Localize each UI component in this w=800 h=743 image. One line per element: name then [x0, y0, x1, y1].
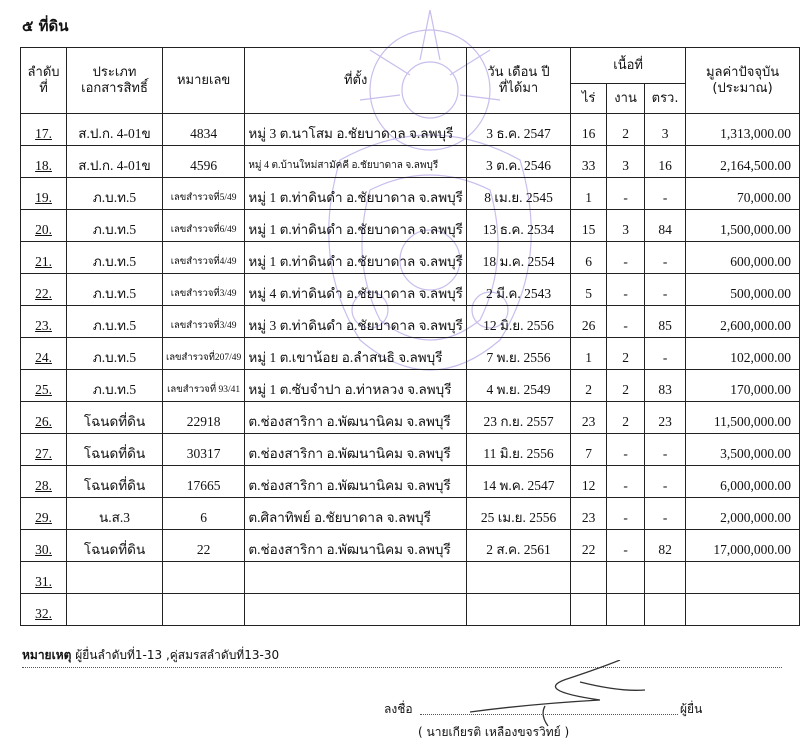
row-doc-type: โฉนดที่ดิน [67, 402, 163, 434]
header-value-line1: มูลค่าปัจจุบัน [705, 64, 780, 80]
header-number: หมายเลข [162, 48, 244, 114]
land-assets-table [20, 47, 800, 626]
row-date: 7 พ.ย. 2556 [466, 338, 570, 370]
row-date: 2 ส.ค. 2561 [466, 530, 570, 562]
row-wa: 84 [645, 210, 686, 242]
row-value: 2,164,500.00 [686, 146, 800, 178]
row-number: เลขสำรวจที่ 93/41 [162, 370, 244, 402]
row-doc-type: ภ.บ.ท.5 [67, 242, 163, 274]
row-number: 4596 [162, 146, 244, 178]
row-rai: 1 [571, 338, 607, 370]
row-location: ต.ช่องสาริกา อ.พัฒนานิคม จ.ลพบุรี [245, 466, 467, 498]
row-wa: 3 [645, 114, 686, 146]
table-row [21, 434, 800, 466]
row-wa: 82 [645, 530, 686, 562]
row-location: หมู่ 1 ต.ซับจำปา อ.ท่าหลวง จ.ลพบุรี [245, 370, 467, 402]
row-doc-type: ส.ป.ก. 4-01ข [67, 114, 163, 146]
row-seq: 28. [21, 466, 67, 498]
row-ngan: 2 [607, 402, 645, 434]
row-rai: 5 [571, 274, 607, 306]
row-doc-type [67, 562, 163, 594]
row-date: 8 เม.ย. 2545 [466, 178, 570, 210]
signature-label: ลงชื่อ [384, 702, 413, 716]
row-rai: 23 [571, 498, 607, 530]
row-ngan [607, 562, 645, 594]
header-value [686, 48, 800, 114]
row-doc-type: ภ.บ.ท.5 [67, 178, 163, 210]
row-location: หมู่ 1 ต.ท่าดินดำ อ.ชัยบาดาล จ.ลพบุรี [245, 210, 467, 242]
row-number: เลขสำรวจที่3/49 [162, 274, 244, 306]
row-value: 6,000,000.00 [686, 466, 800, 498]
header-value-line2: (ประมาณ) [712, 80, 773, 96]
row-doc-type: ภ.บ.ท.5 [67, 210, 163, 242]
signer-name: ( นายเกียรติ เหลืองขจรวิทย์ ) [418, 725, 570, 739]
row-date: 23 ก.ย. 2557 [466, 402, 570, 434]
row-wa [645, 562, 686, 594]
row-number: เลขสำรวจที่5/49 [162, 178, 244, 210]
table-row [21, 178, 800, 210]
row-rai: 7 [571, 434, 607, 466]
row-location [245, 562, 467, 594]
row-ngan: - [607, 306, 645, 338]
row-ngan: - [607, 274, 645, 306]
row-value: 600,000.00 [686, 242, 800, 274]
row-date: 3 ต.ค. 2546 [466, 146, 570, 178]
row-ngan: - [607, 466, 645, 498]
row-number: 4834 [162, 114, 244, 146]
table-row [21, 562, 800, 594]
row-date: 11 มิ.ย. 2556 [466, 434, 570, 466]
table-row [21, 594, 800, 626]
row-date: 3 ธ.ค. 2547 [466, 114, 570, 146]
row-doc-type: ภ.บ.ท.5 [67, 338, 163, 370]
header-date [466, 48, 570, 114]
row-date: 18 ม.ค. 2554 [466, 242, 570, 274]
row-doc-type: โฉนดที่ดิน [67, 530, 163, 562]
row-ngan: 2 [607, 370, 645, 402]
handwritten-signature [470, 660, 650, 730]
row-ngan: - [607, 178, 645, 210]
row-date: 13 ธ.ค. 2534 [466, 210, 570, 242]
row-seq: 17. [21, 114, 67, 146]
row-location: หมู่ 4 ต.บ้านใหม่สามัคคี อ.ชัยบาดาล จ.ลพบุรี [245, 146, 467, 178]
row-number: 6 [162, 498, 244, 530]
row-seq: 22. [21, 274, 67, 306]
row-date [466, 594, 570, 626]
row-location: ต.ช่องสาริกา อ.พัฒนานิคม จ.ลพบุรี [245, 530, 467, 562]
row-ngan: 2 [607, 338, 645, 370]
row-date: 14 พ.ค. 2547 [466, 466, 570, 498]
header-doc-type-line2: เอกสารสิทธิ์ [81, 80, 148, 96]
row-date: 4 พ.ย. 2549 [466, 370, 570, 402]
remark-label: หมายเหตุ [22, 648, 72, 662]
table-row [21, 530, 800, 562]
row-value: 2,000,000.00 [686, 498, 800, 530]
row-doc-type: ภ.บ.ท.5 [67, 306, 163, 338]
row-value: 3,500,000.00 [686, 434, 800, 466]
row-value: 70,000.00 [686, 178, 800, 210]
table-row [21, 146, 800, 178]
row-location: หมู่ 3 ต.ท่าดินดำ อ.ชัยบาดาล จ.ลพบุรี [245, 306, 467, 338]
row-ngan: - [607, 530, 645, 562]
row-doc-type: ภ.บ.ท.5 [67, 274, 163, 306]
row-date [466, 562, 570, 594]
row-location [245, 594, 467, 626]
row-rai: 23 [571, 402, 607, 434]
row-rai: 15 [571, 210, 607, 242]
row-value [686, 594, 800, 626]
row-doc-type: น.ส.3 [67, 498, 163, 530]
row-ngan: - [607, 434, 645, 466]
row-seq: 26. [21, 402, 67, 434]
row-number: 30317 [162, 434, 244, 466]
row-wa: 16 [645, 146, 686, 178]
row-seq: 31. [21, 562, 67, 594]
row-ngan: 2 [607, 114, 645, 146]
header-seq-line1: ลำดับ [27, 64, 60, 80]
signature-role: ผู้ยื่น [680, 702, 703, 716]
row-seq: 21. [21, 242, 67, 274]
row-number: เลขสำรวจที่6/49 [162, 210, 244, 242]
table-row [21, 274, 800, 306]
header-wa: ตรว. [645, 84, 686, 114]
row-wa: - [645, 498, 686, 530]
table-row [21, 466, 800, 498]
row-seq: 29. [21, 498, 67, 530]
header-seq [21, 48, 67, 114]
row-rai: 33 [571, 146, 607, 178]
row-wa: - [645, 242, 686, 274]
row-seq: 23. [21, 306, 67, 338]
row-value: 17,000,000.00 [686, 530, 800, 562]
header-ngan: งาน [607, 84, 645, 114]
row-seq: 27. [21, 434, 67, 466]
row-rai: 2 [571, 370, 607, 402]
row-rai: 16 [571, 114, 607, 146]
row-date: 25 เม.ย. 2556 [466, 498, 570, 530]
row-seq: 25. [21, 370, 67, 402]
row-number: 17665 [162, 466, 244, 498]
header-area: เนื้อที่ [571, 48, 686, 84]
row-number [162, 562, 244, 594]
table-row [21, 370, 800, 402]
signature-line [420, 714, 678, 715]
header-location: ที่ตั้ง [245, 48, 467, 114]
header-doc-type [67, 48, 163, 114]
row-rai: 1 [571, 178, 607, 210]
row-rai [571, 594, 607, 626]
row-value: 11,500,000.00 [686, 402, 800, 434]
row-ngan: - [607, 242, 645, 274]
row-number: 22 [162, 530, 244, 562]
row-number: เลขสำรวจที่207/49 [162, 338, 244, 370]
row-number [162, 594, 244, 626]
table-row [21, 242, 800, 274]
row-wa: 85 [645, 306, 686, 338]
remark-text: ผู้ยื่นลำดับที่1-13 ,คู่สมรสลำดับที่13-30 [75, 648, 280, 662]
table-row [21, 498, 800, 530]
table-row [21, 402, 800, 434]
row-wa: - [645, 434, 686, 466]
row-wa: - [645, 338, 686, 370]
row-location: ต.ศิลาทิพย์ อ.ชัยบาดาล จ.ลพบุรี [245, 498, 467, 530]
row-value [686, 562, 800, 594]
row-value: 500,000.00 [686, 274, 800, 306]
row-seq: 19. [21, 178, 67, 210]
row-doc-type: ภ.บ.ท.5 [67, 370, 163, 402]
section-title: ที่ดิน [38, 17, 69, 35]
row-wa [645, 594, 686, 626]
row-location: หมู่ 1 ต.ท่าดินดำ อ.ชัยบาดาล จ.ลพบุรี [245, 242, 467, 274]
row-wa: - [645, 274, 686, 306]
row-value: 1,313,000.00 [686, 114, 800, 146]
row-value: 1,500,000.00 [686, 210, 800, 242]
row-wa: - [645, 466, 686, 498]
row-doc-type: โฉนดที่ดิน [67, 466, 163, 498]
row-number: เลขสำรวจที่3/49 [162, 306, 244, 338]
row-seq: 24. [21, 338, 67, 370]
row-value: 2,600,000.00 [686, 306, 800, 338]
row-location: หมู่ 4 ต.ท่าดินดำ อ.ชัยบาดาล จ.ลพบุรี [245, 274, 467, 306]
row-ngan: 3 [607, 146, 645, 178]
row-ngan: - [607, 498, 645, 530]
row-rai: 22 [571, 530, 607, 562]
row-ngan [607, 594, 645, 626]
row-location: หมู่ 1 ต.เขาน้อย อ.ลำสนธิ จ.ลพบุรี [245, 338, 467, 370]
row-doc-type: ส.ป.ก. 4-01ข [67, 146, 163, 178]
header-date-line1: วัน เดือน ปี [487, 64, 550, 80]
row-rai: 26 [571, 306, 607, 338]
row-doc-type [67, 594, 163, 626]
row-location: หมู่ 3 ต.นาโสม อ.ชัยบาดาล จ.ลพบุรี [245, 114, 467, 146]
header-seq-line2: ที่ [39, 80, 48, 96]
row-rai: 12 [571, 466, 607, 498]
table-row [21, 210, 800, 242]
table-row [21, 338, 800, 370]
row-seq: 30. [21, 530, 67, 562]
table-row [21, 114, 800, 146]
row-value: 170,000.00 [686, 370, 800, 402]
row-seq: 18. [21, 146, 67, 178]
row-ngan: 3 [607, 210, 645, 242]
row-rai [571, 562, 607, 594]
row-location: หมู่ 1 ต.ท่าดินดำ อ.ชัยบาดาล จ.ลพบุรี [245, 178, 467, 210]
row-wa: - [645, 178, 686, 210]
table-row [21, 306, 800, 338]
header-date-line2: ที่ได้มา [498, 80, 539, 96]
section-number: ๕ [22, 17, 34, 35]
row-doc-type: โฉนดที่ดิน [67, 434, 163, 466]
row-number: 22918 [162, 402, 244, 434]
row-wa: 23 [645, 402, 686, 434]
row-rai: 6 [571, 242, 607, 274]
row-seq: 20. [21, 210, 67, 242]
header-doc-type-line1: ประเภท [92, 64, 137, 80]
row-date: 2 มี.ค. 2543 [466, 274, 570, 306]
row-location: ต.ช่องสาริกา อ.พัฒนานิคม จ.ลพบุรี [245, 402, 467, 434]
row-wa: 83 [645, 370, 686, 402]
header-rai: ไร่ [571, 84, 607, 114]
row-seq: 32. [21, 594, 67, 626]
section-heading [22, 14, 68, 38]
row-date: 12 มิ.ย. 2556 [466, 306, 570, 338]
row-number: เลขสำรวจที่4/49 [162, 242, 244, 274]
row-location: ต.ช่องสาริกา อ.พัฒนานิคม จ.ลพบุรี [245, 434, 467, 466]
row-value: 102,000.00 [686, 338, 800, 370]
remark [22, 646, 782, 668]
